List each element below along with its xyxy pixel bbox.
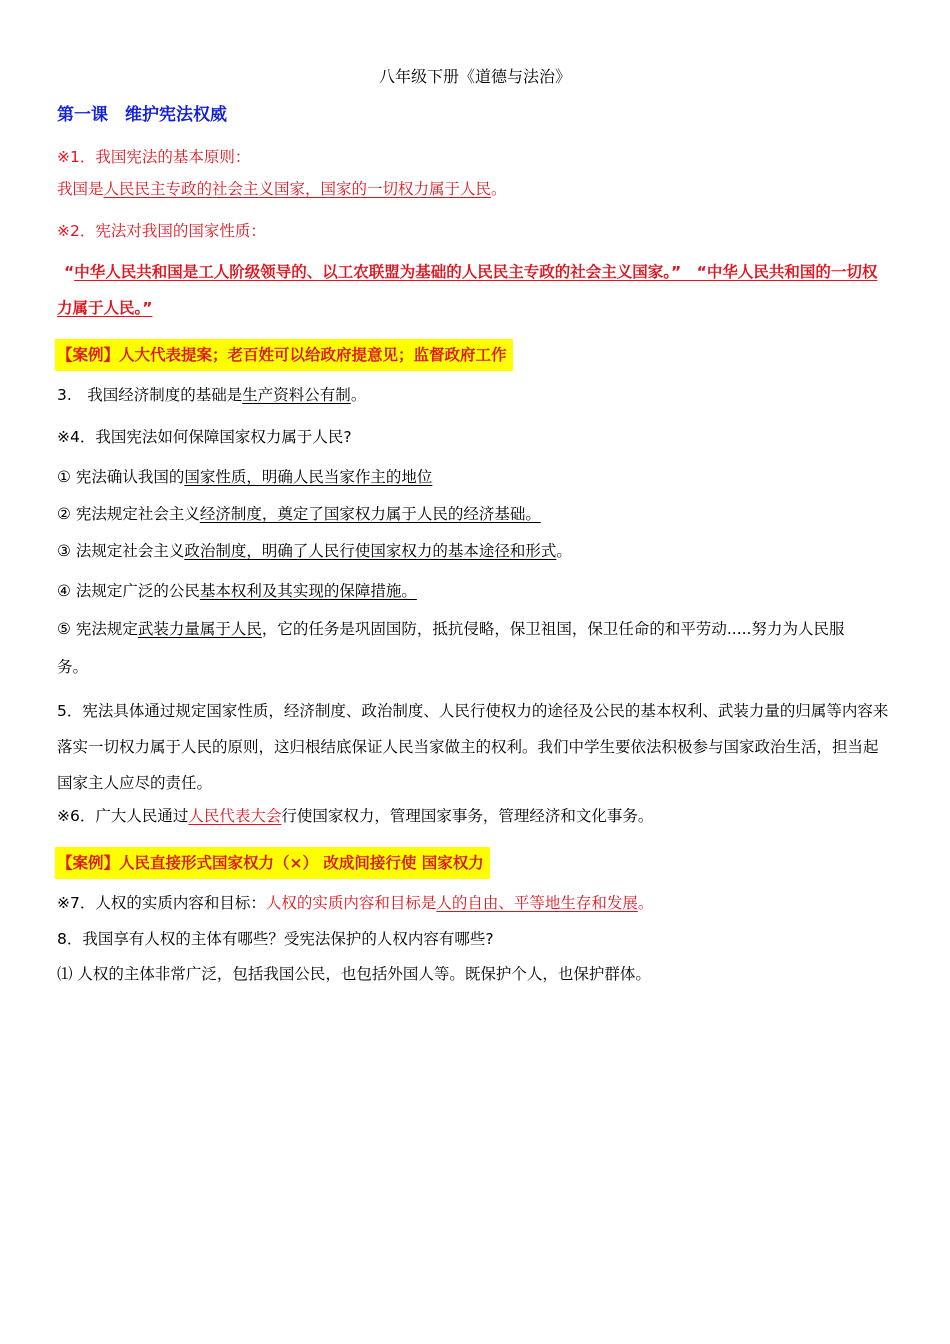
q4-item-5-pre: ⑤ 宪法规定: [57, 620, 138, 638]
q6: [57, 805, 653, 827]
q4-item-4-pre: ④ 法规定广泛的公民: [57, 582, 200, 600]
q1-answer-pre: 我国是: [57, 180, 104, 198]
q8-heading: 8．我国享有人权的主体有哪些？受宪法保护的人权内容有哪些?: [57, 930, 494, 948]
q2-quote-body: 中华人民共和国是工人阶级领导的、以工农联盟为基础的人民民主专政的社会主义国家。” “中华人民共和国的一切权力属于人民。”: [57, 263, 878, 317]
case-1: [57, 344, 513, 366]
q7: [57, 892, 653, 914]
q7-red-pre: 人权的实质内容和目标是: [265, 894, 437, 912]
q4-item-5-cont: 务。: [57, 658, 89, 676]
q3-pre: 3. 我国经济制度的基础是: [57, 386, 243, 404]
q7-red-post: 。: [637, 894, 654, 912]
q4-item-3-underlined: 政治制度，明确了人民行使国家权力的基本途径和形式: [184, 542, 557, 560]
q2-quote: [57, 254, 887, 326]
q4-item-1-pre: ① 宪法确认我国的: [57, 468, 185, 486]
q1-heading: ※1．我国宪法的基本原则：: [57, 148, 251, 166]
q6-red: 人民代表大会: [188, 807, 282, 825]
q4-item-2-pre: ② 宪法规定社会主义: [57, 505, 200, 523]
q4-heading: ※4．我国宪法如何保障国家权力属于人民?: [57, 428, 352, 446]
q4-item-3-pre: ③ 法规定社会主义: [57, 542, 185, 560]
q5-paragraph: 5．宪法具体通过规定国家性质，经济制度、政治制度、人民行使权力的途径及公民的基本权利、武装力量的归属等内容来落实一切权力属于人民的原则，这归根结底保证人民当家做主的权利。我们中学生要依法积极参与国家政治生活，担当起国家主人应尽的责任。: [57, 702, 889, 792]
q4-item-3-post: 。: [556, 542, 572, 560]
q4-item-1: [57, 466, 432, 488]
q2-quote-open: “: [64, 263, 75, 281]
q4-item-5-post: ，它的任务是巩固国防，抵抗侵略，保卫祖国，保卫任命的和平劳动.....努力为人民服: [261, 620, 845, 638]
case-1-highlight: 【案例】人大代表提案；老百姓可以给政府提意见；监督政府工作: [55, 339, 513, 371]
lesson-heading: 第一课 维护宪法权威: [57, 105, 227, 125]
case-2: [57, 852, 490, 874]
q1-answer-post: 。: [491, 180, 507, 198]
q6-pre: ※6．广大人民通过: [57, 807, 189, 825]
q3-post: 。: [350, 386, 367, 404]
q8-answer-1: ⑴ 人权的主体非常广泛，包括我国公民，也包括外国人等。既保护个人，也保护群体。: [57, 965, 651, 983]
q4-item-5-underlined: 武装力量属于人民: [137, 620, 262, 638]
q4-item-2-underlined: 经济制度，奠定了国家权力属于人民的经济基础。: [199, 505, 541, 523]
q4-item-1-underlined: 国家性质，明确人民当家作主的地位: [184, 468, 433, 486]
document-title: 八年级下册《道德与法治》: [378, 67, 571, 86]
q4-item-4: [57, 580, 417, 602]
q4-item-3: [57, 540, 572, 562]
q1-answer-underlined: 人民民主专政的社会主义国家，国家的一切权力属于人民: [103, 180, 492, 198]
q3: [57, 384, 366, 406]
case-2-highlight: 【案例】人民直接形式国家权力（×） 改成间接行使 国家权力: [55, 847, 490, 879]
q7-pre: ※7．人权的实质内容和目标：: [57, 894, 266, 912]
q4-item-4-underlined: 基本权利及其实现的保障措施。: [199, 582, 417, 600]
q4-item-2: [57, 503, 541, 525]
q1-answer: [57, 178, 507, 200]
q3-underlined: 生产资料公有制: [242, 386, 351, 404]
q2-heading: ※2．宪法对我国的国家性质：: [57, 222, 266, 240]
q6-post: 行使国家权力，管理国家事务，管理经济和文化事务。: [281, 807, 654, 825]
q7-red-underlined: 人的自由、平等地生存和发展: [436, 894, 638, 912]
q4-item-5: [57, 618, 844, 640]
